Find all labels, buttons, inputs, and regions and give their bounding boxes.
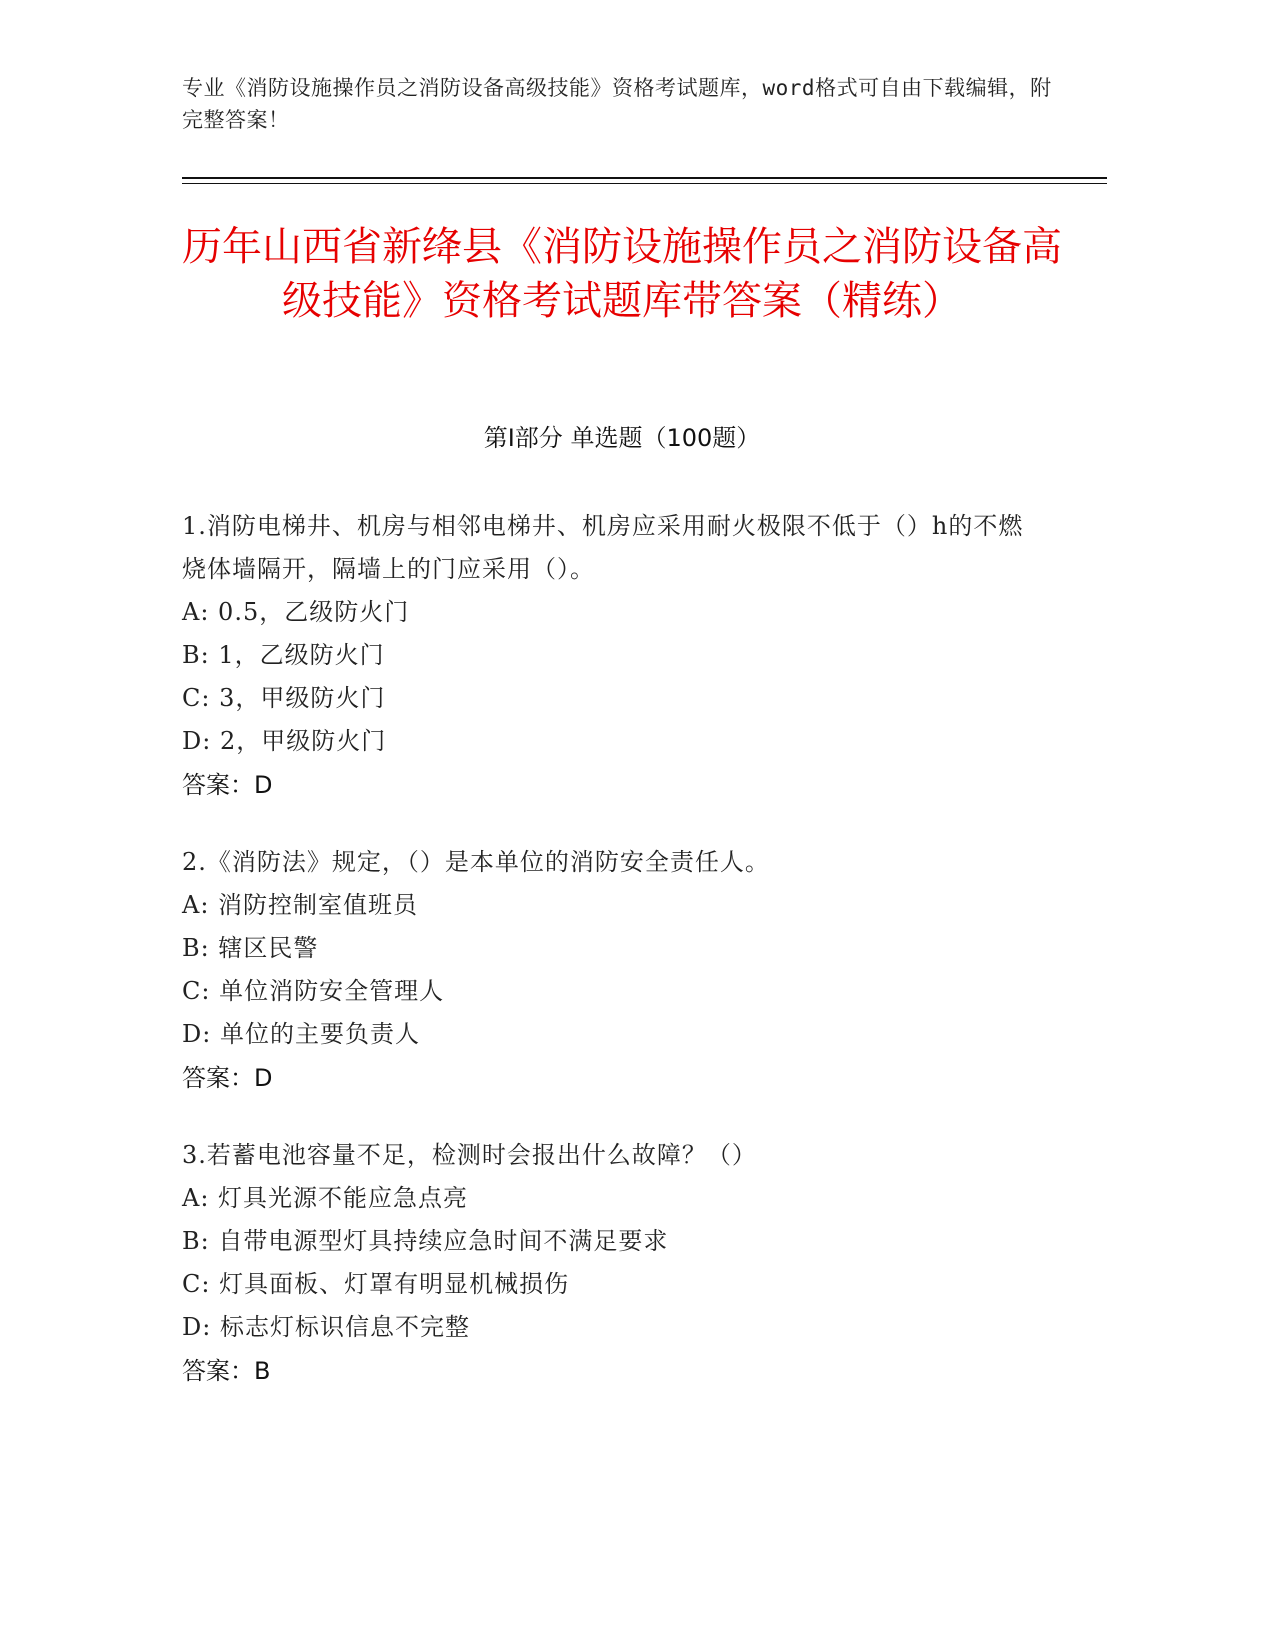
question-stem: 1.消防电梯井、机房与相邻电梯井、机房应采用耐火极限不低于（）h的不燃烧体墙隔开，隔墙上的门应采用（）。 — [182, 512, 1024, 583]
header-divider-thick — [182, 177, 1107, 179]
question-stem: 2.《消防法》规定，（）是本单位的消防安全责任人。 — [182, 848, 770, 876]
answer-line: 答案：D — [182, 1064, 273, 1092]
option-a: A: 灯具光源不能应急点亮 — [182, 1184, 469, 1212]
option-b: B: 辖区民警 — [182, 934, 319, 962]
header-note: 专业《消防设施操作员之消防设备高级技能》资格考试题库，word格式可自由下载编辑，附完整答案！ — [182, 76, 1052, 132]
option-a: A: 0.5，乙级防火门 — [182, 598, 410, 626]
section-heading: 第I部分 单选题（100题） — [483, 424, 761, 452]
option-d: D: 2，甲级防火门 — [182, 727, 387, 755]
option-d: D: 标志灯标识信息不完整 — [182, 1313, 470, 1341]
question-item — [182, 505, 1042, 807]
option-b: B: 自带电源型灯具持续应急时间不满足要求 — [182, 1227, 669, 1255]
option-a: A: 消防控制室值班员 — [182, 891, 419, 919]
option-c: C: 单位消防安全管理人 — [182, 977, 445, 1005]
option-c: C: 3，甲级防火门 — [182, 684, 386, 712]
question-item — [182, 1134, 1042, 1393]
header-divider-thin — [182, 183, 1107, 184]
option-b: B: 1，乙级防火门 — [182, 641, 385, 669]
option-d: D: 单位的主要负责人 — [182, 1020, 420, 1048]
question-list — [182, 505, 1042, 1427]
option-c: C: 灯具面板、灯罩有明显机械损伤 — [182, 1270, 570, 1298]
question-stem: 3.若蓄电池容量不足，检测时会报出什么故障？（） — [182, 1141, 757, 1169]
answer-line: 答案：D — [182, 771, 273, 799]
question-item — [182, 841, 1042, 1100]
answer-line: 答案：B — [182, 1357, 271, 1385]
document-title: 历年山西省新绛县《消防设施操作员之消防设备高级技能》资格考试题库带答案（精练） — [182, 224, 1062, 324]
